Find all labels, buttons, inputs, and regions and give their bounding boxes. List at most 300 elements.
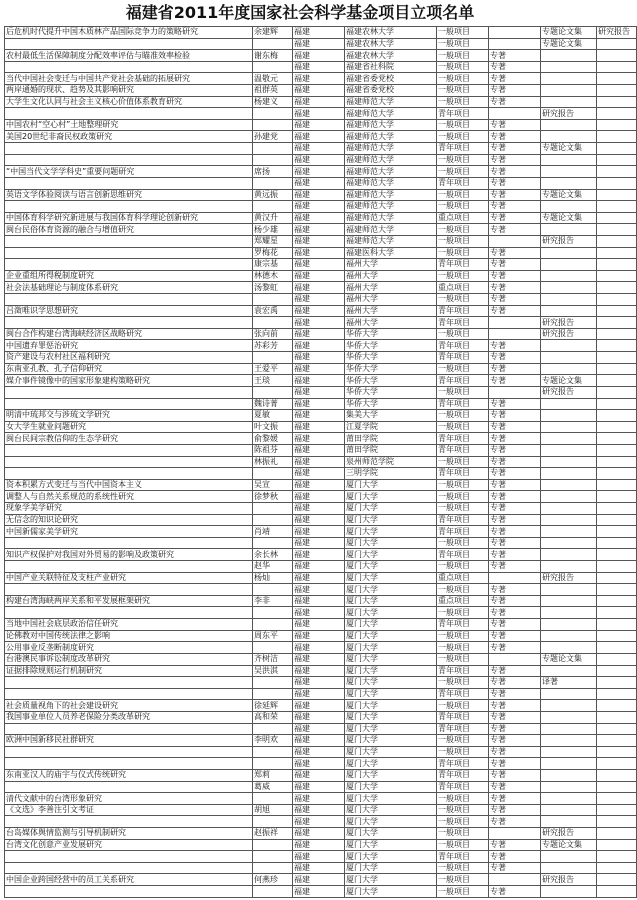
result-type-cell (597, 526, 637, 538)
table-row (5, 131, 637, 143)
table-row (5, 711, 637, 723)
province-cell: 福建 (293, 537, 345, 549)
result-type-cell: 研究报告 (597, 27, 637, 39)
result-type-cell: 专著 (489, 665, 541, 677)
result-type-cell (597, 96, 637, 108)
result-type-cell (597, 456, 637, 468)
institution-cell: 福建师范大学 (345, 189, 437, 201)
project-title-cell: 证据排除规则运行机制研究 (5, 665, 253, 677)
project-title-cell: 企业重组所得税制度研究 (5, 270, 253, 282)
result-type-cell (489, 108, 541, 120)
project-category-cell: 青年项目 (437, 758, 489, 770)
result-type-cell (489, 653, 541, 665)
project-category-cell: 一般项目 (437, 491, 489, 503)
project-title-cell (5, 317, 253, 329)
result-type-cell (597, 630, 637, 642)
result-type-cell: 研究报告 (541, 108, 597, 120)
table-row (5, 746, 637, 758)
project-title-cell (5, 235, 253, 247)
province-cell: 福建 (293, 143, 345, 155)
result-type-cell (541, 735, 597, 747)
institution-cell: 福建师范大学 (345, 166, 437, 178)
result-type-cell (597, 874, 637, 886)
project-category-cell: 一般项目 (437, 189, 489, 201)
table-row (5, 793, 637, 805)
result-type-cell (597, 735, 637, 747)
institution-cell: 福建师范大学 (345, 224, 437, 236)
table-row (5, 491, 637, 503)
institution-cell: 华侨大学 (345, 375, 437, 387)
institution-cell: 厦门大学 (345, 572, 437, 584)
project-list-table (4, 26, 637, 898)
project-title-cell: 明清中琉邦交与涉琉文学研究 (5, 410, 253, 422)
principal-name-cell: 高和荣 (253, 711, 293, 723)
principal-name-cell (253, 177, 293, 189)
result-type-cell: 专题论文集 (541, 839, 597, 851)
institution-cell: 厦门大学 (345, 607, 437, 619)
result-type-cell (597, 514, 637, 526)
institution-cell: 厦门大学 (345, 862, 437, 874)
principal-name-cell: 余建辉 (253, 27, 293, 39)
result-type-cell (597, 561, 637, 573)
result-type-cell (597, 572, 637, 584)
result-type-cell (489, 328, 541, 340)
result-type-cell (597, 340, 637, 352)
principal-name-cell: 周东平 (253, 630, 293, 642)
province-cell: 福建 (293, 85, 345, 97)
result-type-cell: 专著 (489, 119, 541, 131)
result-type-cell (597, 677, 637, 689)
result-type-cell: 专著 (489, 549, 541, 561)
project-category-cell: 青年项目 (437, 665, 489, 677)
result-type-cell (541, 549, 597, 561)
project-title-cell: 中国农村“空心村”土地整理研究 (5, 119, 253, 131)
principal-name-cell (253, 723, 293, 735)
project-title-cell: 中国产业关联特征及支柱产业研究 (5, 572, 253, 584)
result-type-cell: 专著 (489, 433, 541, 445)
principal-name-cell (253, 607, 293, 619)
result-type-cell: 专著 (489, 61, 541, 73)
result-type-cell (541, 294, 597, 306)
project-category-cell: 青年项目 (437, 688, 489, 700)
table-row (5, 259, 637, 271)
principal-name-cell: 汤黎虹 (253, 282, 293, 294)
institution-cell: 厦门大学 (345, 711, 437, 723)
principal-name-cell: 余长林 (253, 549, 293, 561)
table-row (5, 433, 637, 445)
province-cell: 福建 (293, 735, 345, 747)
result-type-cell (597, 549, 637, 561)
principal-name-cell (253, 642, 293, 654)
result-type-cell (541, 177, 597, 189)
province-cell: 福建 (293, 352, 345, 364)
result-type-cell: 专题论文集 (541, 653, 597, 665)
province-cell: 福建 (293, 444, 345, 456)
project-category-cell: 一般项目 (437, 235, 489, 247)
project-title-cell: 清代文献中的台湾形象研究 (5, 793, 253, 805)
principal-name-cell: 罗梅花 (253, 247, 293, 259)
province-cell: 福建 (293, 816, 345, 828)
result-type-cell: 专著 (489, 294, 541, 306)
result-type-cell: 专著 (489, 468, 541, 480)
province-cell: 福建 (293, 108, 345, 120)
table-row (5, 468, 637, 480)
institution-cell: 福建师范大学 (345, 154, 437, 166)
project-title-cell: 美国20世纪非裔民权政策研究 (5, 131, 253, 143)
project-title-cell (5, 677, 253, 689)
principal-name-cell (253, 294, 293, 306)
province-cell: 福建 (293, 317, 345, 329)
institution-cell: 厦门大学 (345, 781, 437, 793)
result-type-cell: 专著 (489, 340, 541, 352)
institution-cell: 厦门大学 (345, 549, 437, 561)
project-title-cell (5, 247, 253, 259)
result-type-cell: 研究报告 (541, 874, 597, 886)
project-category-cell: 一般项目 (437, 363, 489, 375)
institution-cell: 福州大学 (345, 317, 437, 329)
project-category-cell: 一般项目 (437, 247, 489, 259)
result-type-cell: 专著 (489, 189, 541, 201)
institution-cell: 福建医科大学 (345, 247, 437, 259)
project-title-cell: 大学生文化认同与社会主义核心价值体系教育研究 (5, 96, 253, 108)
result-type-cell: 专著 (489, 96, 541, 108)
project-title-cell (5, 61, 253, 73)
result-type-cell (597, 154, 637, 166)
principal-name-cell: 俞黎媛 (253, 433, 293, 445)
table-row (5, 526, 637, 538)
document-title: 福建省2011年度国家社会科学基金项目立项名单 (125, 3, 475, 22)
project-title-cell: “中国当代文学学科史”重要问题研究 (5, 166, 253, 178)
result-type-cell: 专题论文集 (541, 38, 597, 50)
result-type-cell (541, 886, 597, 898)
project-category-cell: 一般项目 (437, 874, 489, 886)
project-title-cell: 调整人与自然关系规范的系统性研究 (5, 491, 253, 503)
principal-name-cell: 李非 (253, 595, 293, 607)
project-category-cell: 一般项目 (437, 61, 489, 73)
institution-cell: 江夏学院 (345, 421, 437, 433)
result-type-cell (541, 119, 597, 131)
institution-cell: 福建农林大学 (345, 27, 437, 39)
table-row (5, 839, 637, 851)
province-cell: 福建 (293, 305, 345, 317)
result-type-cell (597, 804, 637, 816)
project-title-cell: 农村最低生活保障制度分配效率评估与瞄准效率检验 (5, 50, 253, 62)
principal-name-cell: 林振礼 (253, 456, 293, 468)
result-type-cell (541, 363, 597, 375)
province-cell: 福建 (293, 723, 345, 735)
project-title-cell (5, 537, 253, 549)
result-type-cell: 专题论文集 (541, 143, 597, 155)
result-type-cell: 专题论文集 (541, 212, 597, 224)
table-row (5, 665, 637, 677)
result-type-cell (597, 619, 637, 631)
result-type-cell (597, 688, 637, 700)
table-row (5, 688, 637, 700)
principal-name-cell (253, 201, 293, 213)
result-type-cell (597, 247, 637, 259)
institution-cell: 福州大学 (345, 259, 437, 271)
result-type-cell: 专著 (489, 514, 541, 526)
result-type-cell (597, 479, 637, 491)
project-title-cell: 资产建设与农村社区福利研究 (5, 352, 253, 364)
province-cell: 福建 (293, 131, 345, 143)
result-type-cell: 专著 (489, 305, 541, 317)
table-row (5, 96, 637, 108)
result-type-cell: 专著 (489, 166, 541, 178)
result-type-cell: 专著 (489, 700, 541, 712)
principal-name-cell (253, 862, 293, 874)
province-cell: 福建 (293, 224, 345, 236)
province-cell: 福建 (293, 386, 345, 398)
result-type-cell (597, 595, 637, 607)
table-row (5, 816, 637, 828)
province-cell: 福建 (293, 259, 345, 271)
table-row (5, 572, 637, 584)
result-type-cell: 专著 (489, 212, 541, 224)
project-title-cell (5, 723, 253, 735)
institution-cell: 福建省委党校 (345, 85, 437, 97)
province-cell: 福建 (293, 189, 345, 201)
institution-cell: 华侨大学 (345, 352, 437, 364)
table-row (5, 398, 637, 410)
province-cell: 福建 (293, 665, 345, 677)
province-cell: 福建 (293, 456, 345, 468)
result-type-cell: 专著 (489, 630, 541, 642)
table-row (5, 363, 637, 375)
project-category-cell: 青年项目 (437, 143, 489, 155)
institution-cell: 泉州师范学院 (345, 456, 437, 468)
result-type-cell (597, 224, 637, 236)
principal-name-cell: 徐延辉 (253, 700, 293, 712)
institution-cell: 厦门大学 (345, 642, 437, 654)
project-title-cell (5, 444, 253, 456)
province-cell: 福建 (293, 282, 345, 294)
institution-cell: 福建省委党校 (345, 73, 437, 85)
result-type-cell: 专著 (489, 270, 541, 282)
province-cell: 福建 (293, 50, 345, 62)
table-row (5, 619, 637, 631)
institution-cell: 福建师范大学 (345, 201, 437, 213)
result-type-cell: 专著 (489, 735, 541, 747)
result-type-cell (489, 828, 541, 840)
institution-cell: 厦门大学 (345, 514, 437, 526)
project-category-cell: 一般项目 (437, 201, 489, 213)
result-type-cell: 专著 (489, 282, 541, 294)
result-type-cell (489, 317, 541, 329)
principal-name-cell: 杨建义 (253, 96, 293, 108)
institution-cell: 福建省社科院 (345, 61, 437, 73)
institution-cell: 厦门大学 (345, 502, 437, 514)
result-type-cell (597, 85, 637, 97)
table-row (5, 224, 637, 236)
project-title-cell (5, 688, 253, 700)
result-type-cell (489, 235, 541, 247)
province-cell: 福建 (293, 212, 345, 224)
project-title-cell: 台岛媒体舆情监测与引导机制研究 (5, 828, 253, 840)
principal-name-cell: 谢东梅 (253, 50, 293, 62)
result-type-cell (597, 781, 637, 793)
project-title-cell: 公用事业反垄断制度研究 (5, 642, 253, 654)
result-type-cell (541, 665, 597, 677)
province-cell: 福建 (293, 874, 345, 886)
table-row (5, 607, 637, 619)
project-category-cell: 一般项目 (437, 410, 489, 422)
result-type-cell (597, 758, 637, 770)
result-type-cell (541, 166, 597, 178)
project-title-cell: 两岸通婚的现状、趋势及其影响研究 (5, 85, 253, 97)
table-row (5, 166, 637, 178)
project-category-cell: 重点项目 (437, 572, 489, 584)
institution-cell: 厦门大学 (345, 665, 437, 677)
province-cell: 福建 (293, 294, 345, 306)
table-row (5, 851, 637, 863)
result-type-cell (597, 421, 637, 433)
result-type-cell (541, 224, 597, 236)
result-type-cell: 研究报告 (541, 828, 597, 840)
result-type-cell (541, 746, 597, 758)
institution-cell: 华侨大学 (345, 328, 437, 340)
result-type-cell (597, 317, 637, 329)
province-cell: 福建 (293, 711, 345, 723)
principal-name-cell: 齐树洁 (253, 653, 293, 665)
table-row (5, 723, 637, 735)
institution-cell: 厦门大学 (345, 630, 437, 642)
project-category-cell: 一般项目 (437, 735, 489, 747)
institution-cell: 厦门大学 (345, 700, 437, 712)
province-cell: 福建 (293, 61, 345, 73)
institution-cell: 厦门大学 (345, 479, 437, 491)
province-cell: 福建 (293, 270, 345, 282)
result-type-cell (541, 270, 597, 282)
institution-cell: 福建师范大学 (345, 96, 437, 108)
project-category-cell: 重点项目 (437, 282, 489, 294)
result-type-cell: 专著 (489, 224, 541, 236)
project-title-cell (5, 177, 253, 189)
result-type-cell (541, 468, 597, 480)
project-category-cell: 一般项目 (437, 154, 489, 166)
institution-cell: 华侨大学 (345, 340, 437, 352)
result-type-cell: 专著 (489, 851, 541, 863)
result-type-cell: 专著 (489, 421, 541, 433)
principal-name-cell: 温敬元 (253, 73, 293, 85)
principal-name-cell (253, 851, 293, 863)
institution-cell: 福建师范大学 (345, 119, 437, 131)
result-type-cell: 专著 (489, 491, 541, 503)
result-type-cell (541, 282, 597, 294)
result-type-cell (597, 143, 637, 155)
result-type-cell: 专著 (489, 839, 541, 851)
table-row (5, 677, 637, 689)
project-title-cell (5, 781, 253, 793)
project-title-cell: 社会法基础理论与制度体系研究 (5, 282, 253, 294)
result-type-cell (541, 514, 597, 526)
result-type-cell (597, 502, 637, 514)
principal-name-cell: 郑莉 (253, 770, 293, 782)
result-type-cell (541, 630, 597, 642)
result-type-cell (541, 584, 597, 596)
project-title-cell (5, 398, 253, 410)
table-row (5, 27, 637, 39)
province-cell: 福建 (293, 642, 345, 654)
institution-cell: 华侨大学 (345, 398, 437, 410)
table-row (5, 537, 637, 549)
principal-name-cell (253, 502, 293, 514)
project-category-cell: 一般项目 (437, 119, 489, 131)
result-type-cell: 专著 (489, 607, 541, 619)
result-type-cell (541, 50, 597, 62)
result-type-cell (541, 73, 597, 85)
project-category-cell: 一般项目 (437, 294, 489, 306)
project-category-cell: 一般项目 (437, 166, 489, 178)
principal-name-cell: 郑耀星 (253, 235, 293, 247)
table-row (5, 862, 637, 874)
result-type-cell (597, 189, 637, 201)
project-category-cell: 青年项目 (437, 851, 489, 863)
project-category-cell: 一般项目 (437, 456, 489, 468)
province-cell: 福建 (293, 677, 345, 689)
institution-cell: 厦门大学 (345, 526, 437, 538)
result-type-cell: 专著 (489, 375, 541, 387)
result-type-cell (597, 711, 637, 723)
table-row (5, 502, 637, 514)
project-title-cell: 东南亚孔教、孔子信仰研究 (5, 363, 253, 375)
project-title-cell (5, 561, 253, 573)
result-type-cell (597, 294, 637, 306)
project-category-cell: 重点项目 (437, 595, 489, 607)
result-type-cell (541, 410, 597, 422)
result-type-cell (597, 851, 637, 863)
table-row (5, 804, 637, 816)
principal-name-cell: 肖靖 (253, 526, 293, 538)
result-type-cell (597, 886, 637, 898)
institution-cell: 厦门大学 (345, 595, 437, 607)
principal-name-cell (253, 143, 293, 155)
project-title-cell (5, 468, 253, 480)
table-row (5, 653, 637, 665)
project-category-cell: 青年项目 (437, 317, 489, 329)
table-row (5, 630, 637, 642)
principal-name-cell: 黄汉升 (253, 212, 293, 224)
result-type-cell (597, 828, 637, 840)
principal-name-cell: 袁宏禹 (253, 305, 293, 317)
project-category-cell: 一般项目 (437, 131, 489, 143)
project-title-cell: 闽台合作构建台湾海峡经济区战略研究 (5, 328, 253, 340)
project-category-cell: 一般项目 (437, 561, 489, 573)
result-type-cell (541, 201, 597, 213)
project-title-cell (5, 886, 253, 898)
result-type-cell (597, 61, 637, 73)
table-row (5, 642, 637, 654)
principal-name-cell: 孙建党 (253, 131, 293, 143)
result-type-cell (541, 862, 597, 874)
province-cell: 福建 (293, 619, 345, 631)
table-row (5, 561, 637, 573)
result-type-cell: 专著 (489, 444, 541, 456)
result-type-cell (541, 642, 597, 654)
institution-cell: 厦门大学 (345, 537, 437, 549)
project-category-cell: 青年项目 (437, 375, 489, 387)
table-row (5, 235, 637, 247)
province-cell: 福建 (293, 746, 345, 758)
result-type-cell (489, 38, 541, 50)
institution-cell: 福建师范大学 (345, 177, 437, 189)
table-row (5, 340, 637, 352)
result-type-cell (541, 781, 597, 793)
project-category-cell: 青年项目 (437, 305, 489, 317)
result-type-cell (541, 444, 597, 456)
table-row (5, 317, 637, 329)
project-title-cell: 吕澂唯识学思想研究 (5, 305, 253, 317)
